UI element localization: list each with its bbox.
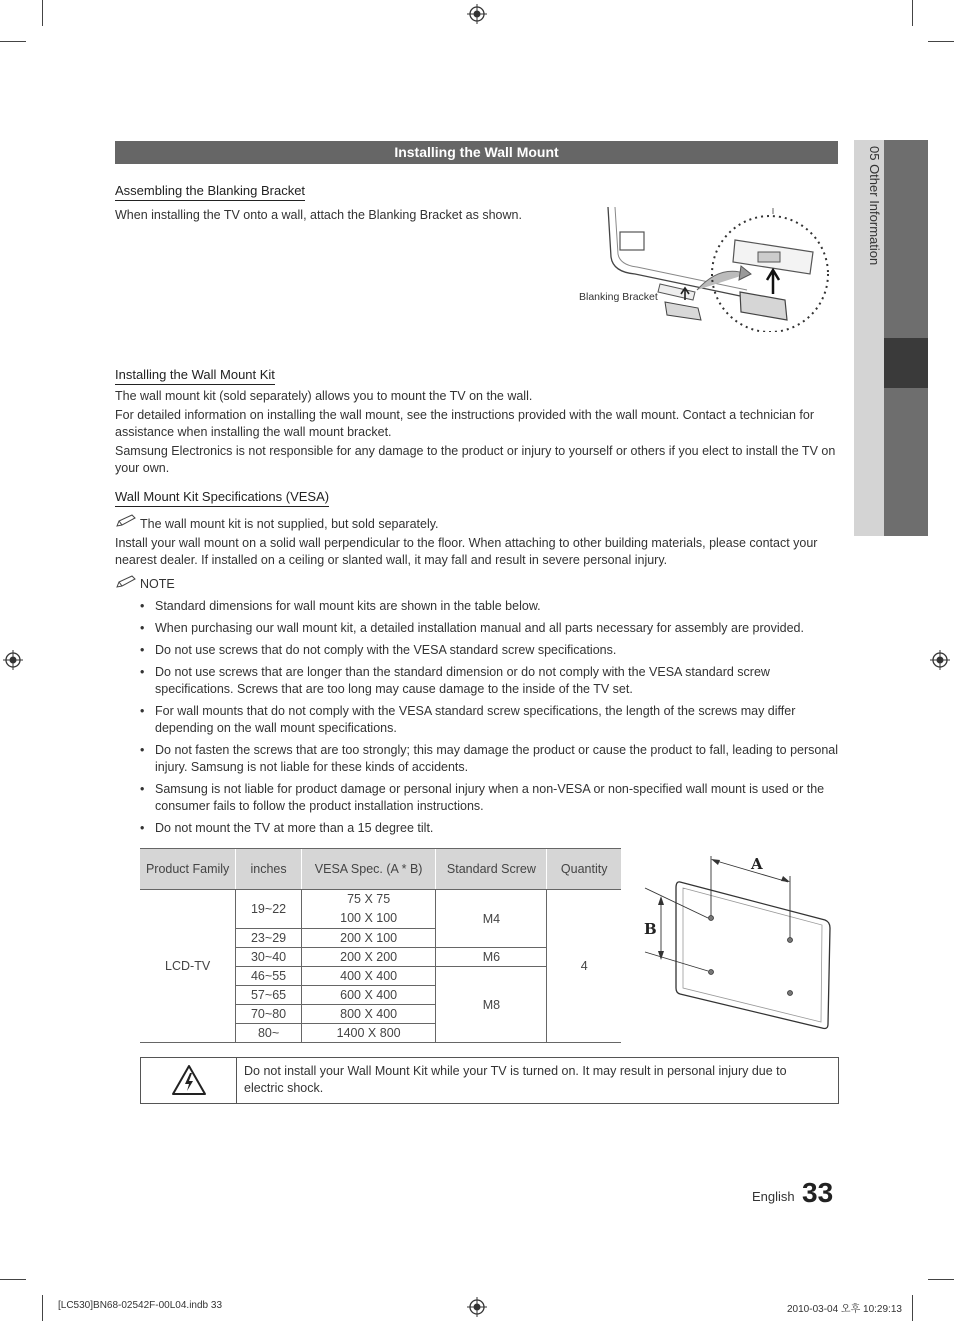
note-bullet: • For wall mounts that do not comply with the VESA standard screw specifications, the length of the screws may differ depending on the wall mount specifications. bbox=[140, 703, 840, 737]
notes-list bbox=[140, 598, 840, 842]
table-header-row bbox=[140, 849, 621, 890]
table-cell: 200 X 100 bbox=[301, 929, 436, 948]
dimension-label-b: B bbox=[644, 920, 657, 938]
note-bullet: • Samsung is not liable for product damage or personal injury when a non-VESA or non-specified wall mount is used or the consumer fails to follow the product installation instructions. bbox=[140, 781, 840, 815]
electric-shock-warning-icon bbox=[171, 1064, 207, 1096]
vesa-diagram bbox=[640, 852, 840, 1037]
kit-paragraph: For detailed information on installing the wall mount, see the instructions provided with the wall mount. Contact a technician for assistance when installing the wall mount bracket. bbox=[115, 408, 814, 439]
note-bullet: • Standard dimensions for wall mount kits are shown in the table below. bbox=[140, 598, 840, 615]
table-cell-line: 100 X 100 bbox=[340, 911, 398, 925]
crop-mark bbox=[42, 1295, 43, 1321]
table-header: inches bbox=[236, 849, 302, 890]
table-row bbox=[140, 890, 621, 929]
table-cell: 19~22 bbox=[236, 890, 302, 929]
side-tab-label: 05 Other Information bbox=[867, 146, 882, 266]
table-cell: 200 X 200 bbox=[301, 948, 436, 967]
page-number: 33 bbox=[802, 1177, 834, 1208]
table-cell-screw: M8 bbox=[436, 967, 547, 1043]
note-label: NOTE bbox=[140, 577, 175, 591]
registration-mark-icon bbox=[930, 650, 950, 670]
crop-mark bbox=[0, 41, 26, 42]
table-cell: 57~65 bbox=[236, 986, 302, 1005]
side-tab-indicator bbox=[884, 338, 928, 388]
table-cell-screw: M4 bbox=[436, 890, 547, 948]
table-header: Standard Screw bbox=[436, 849, 547, 890]
registration-mark-icon bbox=[467, 4, 487, 24]
table-header: Quantity bbox=[547, 849, 621, 890]
registration-mark-icon bbox=[3, 650, 23, 670]
section-title: Installing the Wall Mount bbox=[115, 141, 838, 164]
note-bullet: • Do not use screws that are longer than the standard dimension or do not comply with the VESA standard screw specifications. Screws that are too long may cause damage to the inside of the TV set. bbox=[140, 664, 840, 698]
warning-box bbox=[140, 1057, 839, 1104]
table-cell: 23~29 bbox=[236, 929, 302, 948]
figure-label: Blanking Bracket bbox=[579, 291, 658, 303]
vesa-heading: Wall Mount Kit Specifications (VESA) bbox=[115, 489, 329, 507]
table-cell-family: LCD-TV bbox=[140, 890, 236, 1043]
note-bullet: • Do not mount the TV at more than a 15 degree tilt. bbox=[140, 820, 840, 837]
table-cell: 400 X 400 bbox=[301, 967, 436, 986]
kit-paragraph: The wall mount kit (sold separately) allows you to mount the TV on the wall. bbox=[115, 389, 533, 403]
vesa-spec-table bbox=[140, 848, 621, 1043]
warning-text: Do not install your Wall Mount Kit while your TV is turned on. It may result in personal injury due to electric shock. bbox=[244, 1064, 787, 1095]
blanking-heading: Assembling the Blanking Bracket bbox=[115, 183, 305, 201]
table-cell bbox=[301, 890, 436, 929]
table-header: Product Family bbox=[140, 849, 236, 890]
page-language: English bbox=[752, 1189, 795, 1204]
vesa-note: The wall mount kit is not supplied, but sold separately. bbox=[140, 517, 439, 531]
table-cell: 46~55 bbox=[236, 967, 302, 986]
crop-mark bbox=[42, 0, 43, 26]
note-pencil-icon bbox=[115, 514, 137, 528]
table-cell-line: 75 X 75 bbox=[347, 892, 391, 906]
note-bullet: • Do not fasten the screws that are too strongly; this may damage the product or cause the product to fall, leading to personal injury. Samsung is not liable for these kinds of accidents. bbox=[140, 742, 840, 776]
table-cell: 70~80 bbox=[236, 1005, 302, 1024]
table-cell: 1400 X 800 bbox=[301, 1024, 436, 1043]
blanking-text: When installing the TV onto a wall, attach the Blanking Bracket as shown. bbox=[115, 208, 522, 222]
crop-mark bbox=[912, 1295, 913, 1321]
registration-mark-icon bbox=[467, 1297, 487, 1317]
warning-icon-cell bbox=[141, 1058, 237, 1103]
table-cell: 80~ bbox=[236, 1024, 302, 1043]
kit-paragraph: Samsung Electronics is not responsible for any damage to the product or injury to yourself or others if you elect to install the TV on your own. bbox=[115, 444, 836, 475]
note-bullet: • Do not use screws that do not comply with the VESA standard screw specifications. bbox=[140, 642, 840, 659]
note-pencil-icon bbox=[115, 575, 137, 589]
crop-mark bbox=[928, 1279, 954, 1280]
crop-mark bbox=[0, 1279, 26, 1280]
crop-mark bbox=[928, 41, 954, 42]
print-footer-left: [LC530]BN68-02542F-00L04.indb 33 bbox=[58, 1300, 223, 1311]
table-cell-screw: M6 bbox=[436, 948, 547, 967]
blanking-bracket-illustration bbox=[575, 202, 835, 332]
table-cell: 800 X 400 bbox=[301, 1005, 436, 1024]
table-cell: 30~40 bbox=[236, 948, 302, 967]
table-cell-quantity: 4 bbox=[547, 890, 621, 1043]
table-cell: 600 X 400 bbox=[301, 986, 436, 1005]
print-footer-right: 2010-03-04 오후 10:29:13 bbox=[787, 1304, 902, 1315]
dimension-label-a: A bbox=[751, 855, 763, 873]
vesa-paragraph: Install your wall mount on a solid wall perpendicular to the floor. When attaching to other building materials, please contact your nearest dealer. If installed on a ceiling or slanted wall, it may fall and result in severe personal injury. bbox=[115, 536, 818, 567]
table-header: VESA Spec. (A * B) bbox=[301, 849, 436, 890]
note-bullet: • When purchasing our wall mount kit, a detailed installation manual and all parts necessary for assembly are provided. bbox=[140, 620, 840, 637]
kit-heading: Installing the Wall Mount Kit bbox=[115, 367, 275, 385]
crop-mark bbox=[912, 0, 913, 26]
